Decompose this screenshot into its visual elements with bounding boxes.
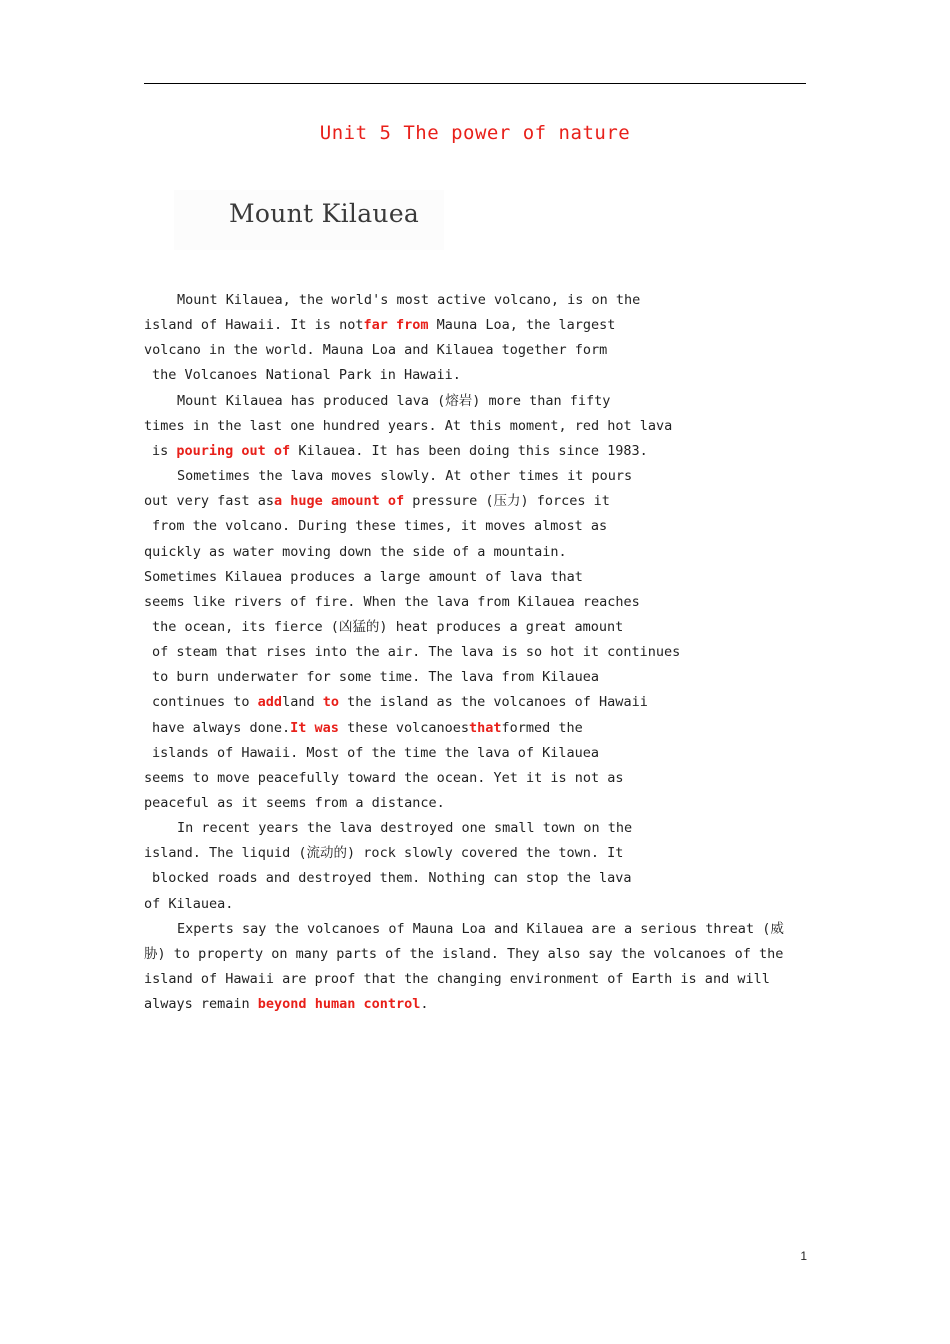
text-line	[144, 540, 567, 565]
text-segment: these volcanoes	[338, 719, 469, 736]
text-segment: to burn underwater for some time. The lava from Kilauea	[152, 669, 600, 686]
highlighted-phrase: pouring out of	[176, 442, 291, 459]
text-segment: seems like rivers of fire. When the lava from Kilauea reaches	[144, 593, 640, 610]
text-segment: island. The liquid (流动的) rock slowly covered the town. It	[144, 845, 624, 862]
text-segment: is	[152, 442, 177, 459]
text-line	[177, 917, 784, 942]
page-title: Unit 5 The power of nature	[319, 122, 631, 144]
page-number: 1	[800, 1249, 807, 1263]
text-line	[152, 665, 599, 690]
text-line	[144, 967, 770, 992]
text-line	[144, 892, 233, 917]
text-line	[177, 389, 610, 414]
text-segment: island of Hawaii are proof that the changing environment of Earth is and will	[144, 971, 770, 988]
highlighted-phrase: that	[469, 719, 502, 736]
text-line	[144, 992, 429, 1017]
text-line	[144, 942, 783, 967]
text-segment: the ocean, its fierce (凶猛的) heat produces a great amount	[152, 618, 624, 635]
text-line	[177, 464, 632, 489]
text-segment: the Volcanoes National Park in Hawaii.	[152, 367, 461, 384]
highlighted-phrase: It was	[290, 719, 339, 736]
text-segment: of Kilauea.	[144, 895, 234, 912]
text-segment: formed the	[501, 719, 583, 736]
text-line	[152, 514, 607, 539]
text-line	[177, 816, 632, 841]
article-heading: Mount Kilauea	[229, 199, 420, 228]
text-line	[152, 615, 623, 640]
header-rule	[144, 83, 806, 84]
text-line	[152, 640, 680, 665]
text-segment: always remain	[144, 996, 258, 1013]
text-segment: the island as the volcanoes of Hawaii	[338, 694, 648, 711]
text-segment: Sometimes Kilauea produces a large amount of lava that	[144, 568, 583, 585]
text-segment: land	[282, 694, 323, 711]
text-line	[152, 363, 461, 388]
text-segment: island of Hawaii. It is not	[144, 317, 364, 334]
text-segment: In recent years the lava destroyed one small town on the	[177, 820, 633, 837]
highlighted-phrase: add	[257, 694, 283, 711]
text-segment: times in the last one hundred years. At this moment, red hot lava	[144, 417, 673, 434]
text-segment: Mount Kilauea, the world's most active volcano, is on the	[177, 292, 641, 308]
text-line	[144, 313, 615, 338]
text-segment: Mauna Loa, the largest	[428, 317, 616, 334]
text-line	[144, 791, 445, 816]
text-segment: from the volcano. During these times, it moves almost as	[152, 518, 608, 535]
text-line	[144, 766, 624, 791]
text-line	[152, 439, 648, 464]
text-line	[177, 288, 640, 313]
text-line	[152, 866, 632, 891]
text-segment: continues to	[152, 694, 258, 711]
text-line	[144, 841, 623, 866]
text-segment: Mount Kilauea has produced lava (熔岩) more than fifty	[177, 392, 611, 409]
text-segment: of steam that rises into the air. The lava is so hot it continues	[152, 644, 681, 661]
text-segment: 胁) to property on many parts of the island. They also say the volcanoes of the	[144, 945, 784, 962]
text-segment: blocked roads and destroyed them. Nothing can stop the lava	[152, 870, 632, 887]
text-line	[144, 565, 583, 590]
text-segment: Kilauea. It has been doing this since 1983.	[290, 442, 648, 459]
text-segment: islands of Hawaii. Most of the time the lava of Kilauea	[152, 744, 600, 761]
highlighted-phrase: a huge amount of	[274, 493, 405, 510]
text-line	[144, 590, 640, 615]
text-line	[152, 690, 648, 715]
text-segment: quickly as water moving down the side of a mountain.	[144, 543, 567, 560]
text-segment: Sometimes the lava moves slowly. At other times it pours	[177, 468, 633, 485]
text-segment: pressure (压力) forces it	[404, 493, 610, 510]
text-line	[152, 741, 599, 766]
text-line	[144, 489, 610, 514]
text-segment: seems to move peacefully toward the ocean. Yet it is not as	[144, 769, 624, 786]
text-segment: peaceful as it seems from a distance.	[144, 795, 445, 811]
highlighted-phrase: beyond human control	[257, 996, 421, 1013]
text-segment: have always done.	[152, 719, 291, 736]
text-line	[152, 716, 583, 741]
highlighted-phrase: to	[322, 694, 339, 711]
text-segment: Experts say the volcanoes of Mauna Loa and Kilauea are a serious threat (威	[177, 920, 784, 937]
text-segment: volcano in the world. Mauna Loa and Kilauea together form	[144, 342, 608, 359]
highlighted-phrase: far from	[363, 317, 429, 334]
text-segment: .	[420, 996, 429, 1013]
text-line	[144, 414, 672, 439]
text-segment: out very fast as	[144, 493, 275, 510]
text-line	[144, 338, 607, 363]
